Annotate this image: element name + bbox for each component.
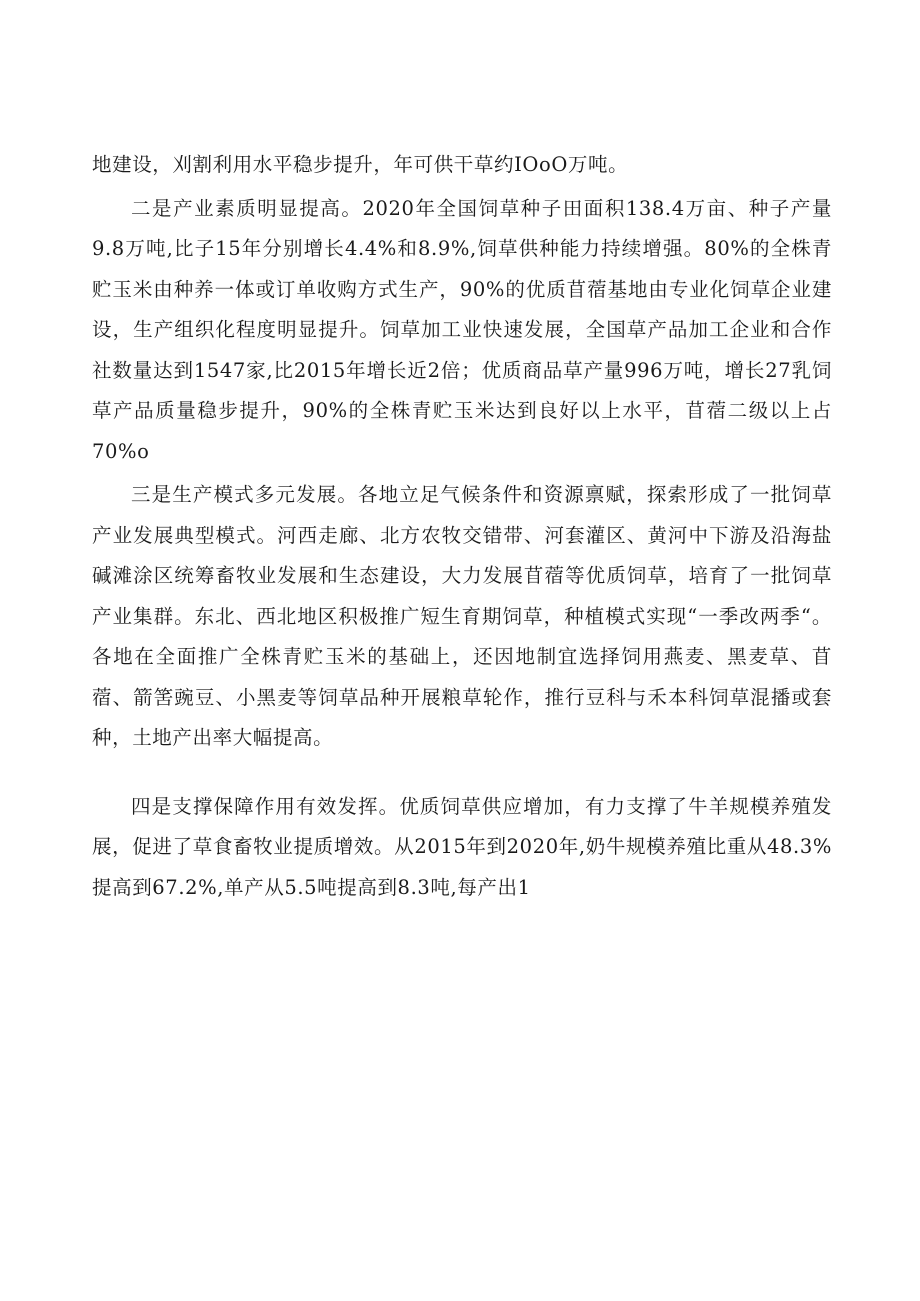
paragraph-industry-quality: 二是产业素质明显提高。2020年全国饲草种子田面积138.4万亩、种子产量9.8万吨,比子15年分别增长4.4%和8.9%,饲草供种能力持续增强。80%的全株青贮玉米由种养一体或订单收购方式生产，90%的优质苜蓿基地由专业化饲草企业建设，生产组织化程度明显提升。饲草加工业快速发展，全国草产品加工企业和合作社数量达到1547家,比2015年增长近2倍；优质商品草产量996万吨，增长27乳饲草产品质量稳步提升，90%的全株青贮玉米达到良好以上水平，苜蓿二级以上占70%o — [92, 196, 832, 463]
document-body — [92, 145, 832, 908]
paragraph-production-models: 三是生产模式多元发展。各地立足气候条件和资源禀赋，探索形成了一批饲草产业发展典型模式。河西走廊、北方农牧交错带、河套灌区、黄河中下游及沿海盐碱滩涂区统筹畜牧业发展和生态建设，大力发展苜蓿等优质饲草，培育了一批饲草产业集群。东北、西北地区积极推广短生育期饲草，种植模式实现“一季改两季“。各地在全面推广全株青贮玉米的基础上，还因地制宜选择饲用燕麦、黑麦草、苜蓿、箭筈豌豆、小黑麦等饲草品种开展粮草轮作，推行豆科与禾本科饲草混播或套种，土地产出率大幅提高。 — [92, 483, 832, 749]
paragraph-support-role: 四是支撑保障作用有效发挥。优质饲草供应增加，有力支撑了牛羊规模养殖发展，促进了草食畜牧业提质增效。从2015年到2020年,奶牛规模养殖比重从48.3%提高到67.2%,单产从5.5吨提高到8.3吨,每产出1 — [92, 794, 832, 899]
paragraph-continuation: 地建设，刈割利用水平稳步提升，年可供干草约IOoO万吨。 — [92, 153, 629, 176]
